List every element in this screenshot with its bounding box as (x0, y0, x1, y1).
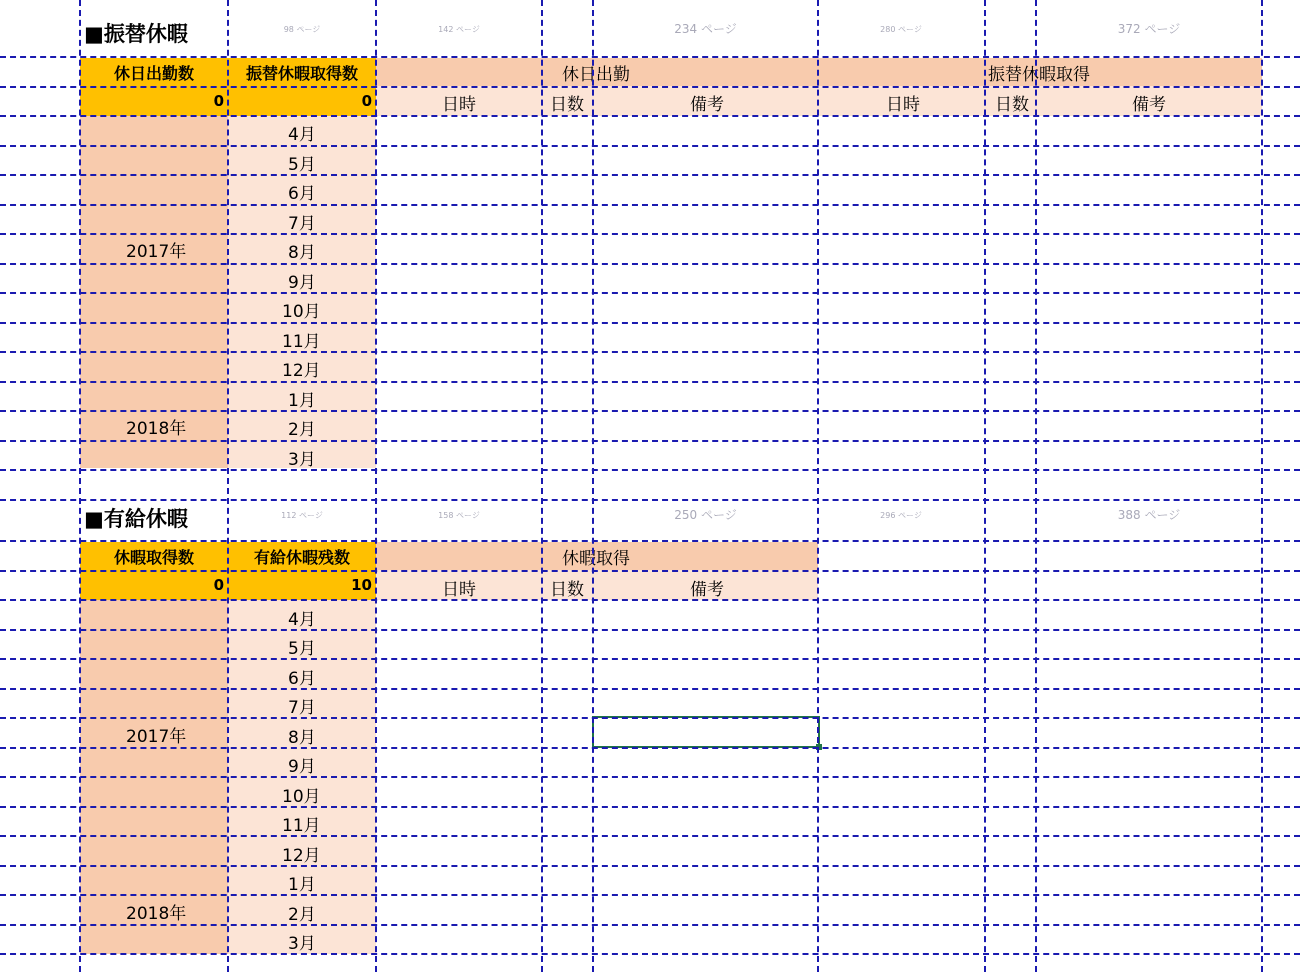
page-break-hline (0, 174, 1300, 176)
subheader-days-leave: 日数 (550, 580, 584, 600)
header-holiday-work-count[interactable]: 休日出勤数 (80, 58, 228, 86)
year-label-2018: 2018年 (126, 419, 187, 439)
month-label: 4月 (288, 610, 316, 630)
month-label: 6月 (288, 184, 316, 204)
year-label-2017: 2017年 (126, 242, 187, 262)
page-break-hline (0, 233, 1300, 235)
month-label: 7月 (288, 698, 316, 718)
subheader-notes-2: 備考 (1132, 95, 1166, 115)
page-break-hline (0, 806, 1300, 808)
page-break-hline (0, 381, 1300, 383)
header-leave-taken-count[interactable]: 休暇取得数 (80, 542, 228, 570)
month-label: 10月 (282, 787, 321, 807)
month-label: 1月 (288, 875, 316, 895)
page-break-hline (0, 440, 1300, 442)
group-title-leave-taken: 休暇取得 (562, 549, 630, 569)
page-watermark: 250 ページ (674, 508, 737, 522)
page-watermark: 142 ページ (438, 25, 480, 34)
month-label: 3月 (288, 450, 316, 470)
page-break-hline (0, 599, 1300, 601)
month-label: 8月 (288, 243, 316, 263)
page-break-hline (0, 499, 1300, 501)
page-break-hline (0, 924, 1300, 926)
subheader-datetime-leave: 日時 (442, 580, 476, 600)
page-watermark: 296 ページ (880, 511, 922, 520)
total-substitute-leave[interactable] (228, 86, 376, 116)
page-break-hline (0, 410, 1300, 412)
page-watermark: 158 ページ (438, 511, 480, 520)
page-break-hline (0, 292, 1300, 294)
month-label: 4月 (288, 125, 316, 145)
subheader-datetime-2: 日時 (886, 95, 920, 115)
subheader-days-2: 日数 (995, 95, 1029, 115)
section-title-paid-leave: ■有給休暇 (84, 507, 188, 531)
page-break-hline (0, 776, 1300, 778)
page-watermark: 388 ページ (1117, 508, 1181, 522)
year-label-2017: 2017年 (126, 727, 187, 747)
month-label: 10月 (282, 302, 321, 322)
page-break-hline (0, 658, 1300, 660)
page-break-hline (0, 351, 1300, 353)
page-break-hline (0, 86, 1300, 88)
page-watermark: 372 ページ (1117, 22, 1181, 36)
page-break-hline (0, 204, 1300, 206)
page-break-hline (0, 540, 1300, 542)
page-watermark: 234 ページ (674, 22, 737, 36)
month-label: 8月 (288, 728, 316, 748)
header-paid-leave-remaining[interactable]: 有給休暇残数 (228, 542, 376, 570)
total-holiday-work[interactable] (80, 86, 228, 116)
page-break-hline (0, 953, 1300, 955)
year-label-2018: 2018年 (126, 904, 187, 924)
page-break-hline (0, 469, 1300, 471)
subheader-notes-1: 備考 (690, 95, 724, 115)
subheader-band-2[interactable] (818, 86, 1262, 116)
total-leave-taken[interactable] (80, 570, 228, 600)
month-label: 2月 (288, 420, 316, 440)
page-break-hline (0, 894, 1300, 896)
month-label: 11月 (282, 332, 321, 352)
page-break-hline (0, 570, 1300, 572)
page-watermark: 280 ページ (880, 25, 922, 34)
month-label: 1月 (288, 391, 316, 411)
page-break-hline (0, 688, 1300, 690)
page-break-hline (0, 747, 1300, 749)
month-label: 12月 (282, 361, 321, 381)
month-label: 12月 (282, 846, 321, 866)
month-label: 2月 (288, 905, 316, 925)
month-label: 5月 (288, 155, 316, 175)
subheader-notes-leave: 備考 (690, 580, 724, 600)
month-label: 11月 (282, 816, 321, 836)
page-watermark: 112 ページ (281, 511, 323, 520)
total-substitute-leave-value: 0 (361, 92, 372, 110)
month-label: 5月 (288, 639, 316, 659)
subheader-datetime-1: 日時 (442, 95, 476, 115)
group-title-substitute-leave: 振替休暇取得 (988, 65, 1090, 85)
page-break-hline (0, 629, 1300, 631)
page-break-hline (0, 835, 1300, 837)
group-title-holiday-work: 休日出勤 (562, 65, 630, 85)
page-break-hline (0, 717, 1300, 719)
page-break-hline (0, 115, 1300, 117)
page-break-hline (0, 263, 1300, 265)
page-break-hline (0, 865, 1300, 867)
month-label: 3月 (288, 934, 316, 954)
total-paid-leave-remaining-value: 10 (351, 576, 372, 594)
month-label: 9月 (288, 273, 316, 293)
page-break-hline (0, 56, 1300, 58)
month-label: 7月 (288, 214, 316, 234)
total-paid-leave-remaining[interactable] (228, 570, 376, 600)
page-break-hline (0, 145, 1300, 147)
total-holiday-work-value: 0 (213, 92, 224, 110)
page-watermark: 98 ページ (283, 25, 321, 34)
month-label: 6月 (288, 669, 316, 689)
section-title-furikae: ■振替休暇 (84, 22, 188, 46)
page-break-hline (0, 322, 1300, 324)
selected-cell[interactable] (592, 716, 820, 748)
subheader-days-1: 日数 (550, 95, 584, 115)
month-label: 9月 (288, 757, 316, 777)
total-leave-taken-value: 0 (213, 576, 224, 594)
header-substitute-leave-count[interactable]: 振替休暇取得数 (228, 58, 376, 86)
